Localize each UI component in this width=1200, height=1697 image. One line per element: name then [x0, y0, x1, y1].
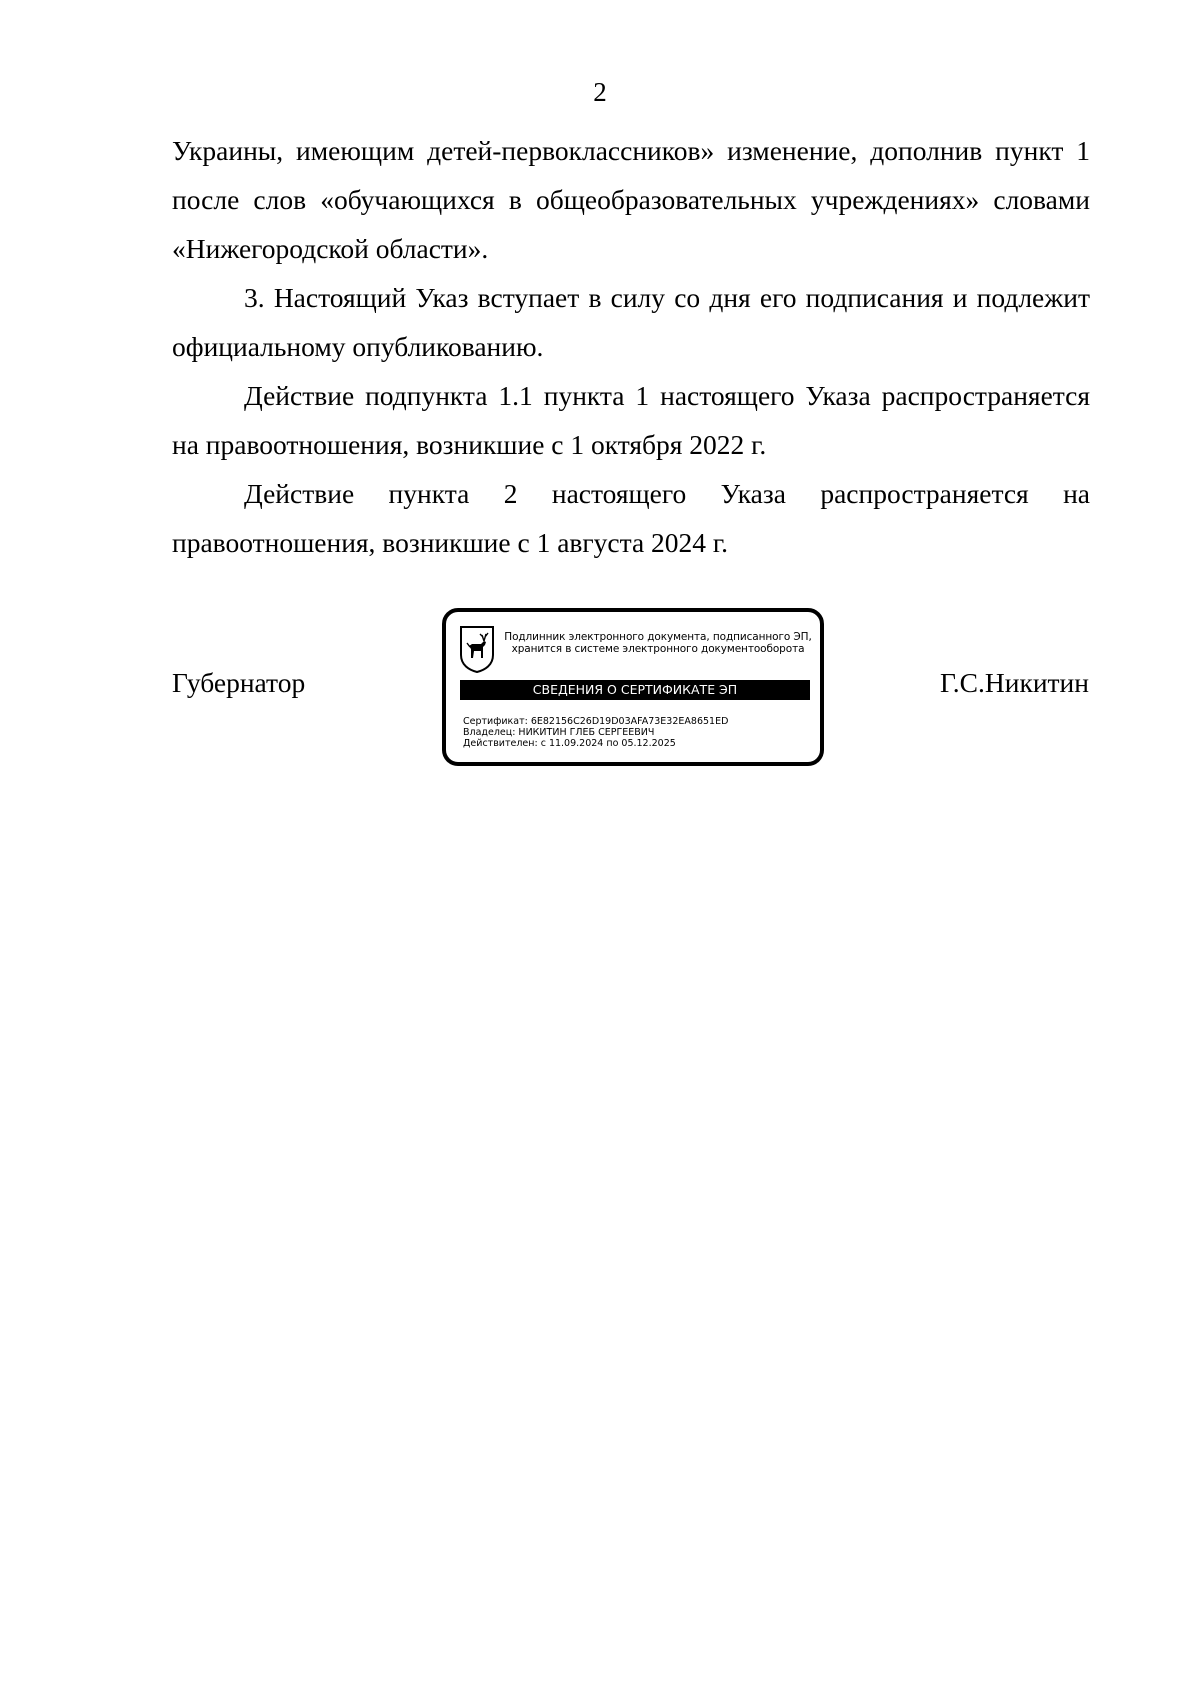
signatory-title: Губернатор	[172, 667, 306, 698]
signatory-name: Г.С.Никитин	[940, 667, 1089, 698]
paragraph-effect-item-2: Действие пункта 2 настоящего Указа распространяется на правоотношения, возникшие с 1 августа 2024 г.	[172, 478, 1090, 558]
stamp-owner: Владелец: НИКИТИН ГЛЕБ СЕРГЕЕВИЧ	[463, 727, 655, 738]
stamp-header	[498, 631, 818, 655]
stamp-validity: Действителен: с 11.09.2024 по 05.12.2025	[463, 738, 676, 749]
paragraph-effect-subitem-1-1: Действие подпункта 1.1 пункта 1 настоящего Указа распространяется на правоотношения, возникшие с 1 октября 2022 г.	[172, 380, 1090, 460]
electronic-signature-stamp	[442, 608, 824, 766]
document-body	[172, 126, 1090, 567]
stamp-certificate-details	[463, 716, 813, 749]
page-number: 2	[593, 77, 607, 107]
stamp-certificate-id: Сертификат: 6E82156C26D19D03AFA73E32EA8651ED	[463, 716, 729, 727]
stamp-header-line: хранится в системе электронного документооборота	[511, 643, 805, 655]
coat-of-arms-icon	[459, 625, 495, 673]
paragraph-item-3: 3. Настоящий Указ вступает в силу со дня его подписания и подлежит официальному опубликованию.	[172, 282, 1090, 362]
paragraph-continuation: Украины, имеющим детей-первоклассников» изменение, дополнив пункт 1 после слов «обучающихся в общеобразовательных учреждениях» словами «Нижегородской области».	[172, 135, 1090, 264]
stamp-certificate-band: СВЕДЕНИЯ О СЕРТИФИКАТЕ ЭП	[460, 680, 810, 700]
stamp-header-line: Подлинник электронного документа, подписанного ЭП,	[504, 631, 812, 643]
